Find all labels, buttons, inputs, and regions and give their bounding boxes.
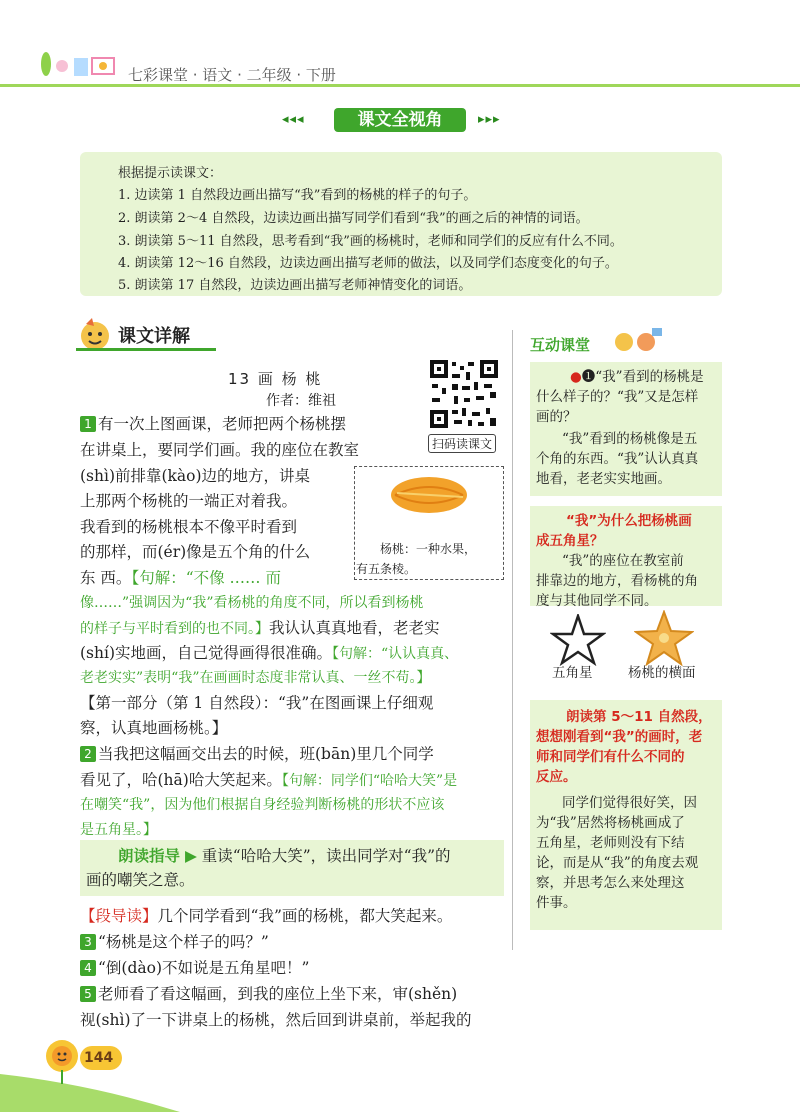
qr-caption: 扫码读课文 [428, 434, 496, 453]
text-line: 4 “倒(dào)不如说是五角星吧！” [80, 958, 309, 978]
sidebar-answer: 度与其他同学不同。 [536, 593, 658, 609]
guide-line: 朗读指导 ▶ 重读“哈哈大笑”，读出同学对“我”的 [118, 847, 451, 865]
sentence-note: 【句解：“认认真真、 [332, 646, 459, 662]
text-line: 上那两个杨桃的一端正对着我。 [80, 492, 298, 510]
page-number: 144 [84, 1050, 114, 1066]
sidebar-question: 成五角星？ [536, 533, 604, 549]
text-line: 3 “杨桃是这个样子的吗？” [80, 932, 269, 952]
detail-heading-underline [76, 348, 216, 351]
tip-item: 1. 边读第 1 自然段边画出描写“我”看到的杨桃的样子的句子。 [118, 188, 477, 203]
paragraph-number: 3 [80, 934, 96, 950]
sentence-note: 【句解：同学们“哈哈大笑”是 [281, 773, 458, 789]
guide-line: 画的嘲笑之意。 [86, 871, 195, 889]
star-icon [550, 614, 606, 666]
part-summary: 察，认真地画杨桃。】 [80, 719, 228, 737]
paragraph-number: 4 [80, 960, 96, 976]
sidebar-answer: 同学们觉得很好笑，因 [562, 795, 697, 811]
sidebar-answer: 件事。 [536, 895, 577, 911]
paragraph-number: 1 [80, 416, 96, 432]
question-marker-icon: ● [570, 369, 582, 385]
sidebar-answer: 排靠边的地方，看杨桃的角 [536, 573, 698, 589]
sidebar-title: 互动课堂 [530, 336, 591, 354]
sidebar-answer: 五角星，老师则没有下结 [536, 835, 685, 851]
paragraph-number: 2 [80, 746, 96, 762]
star-label: 五角星 [552, 665, 593, 681]
paragraph-guide-label: 【段导读】 [80, 907, 158, 925]
reading-guide-box [80, 840, 504, 896]
section-banner [282, 108, 518, 132]
sidebar-question: 画的？ [536, 409, 577, 425]
lesson-author: 作者：维祖 [266, 393, 336, 409]
sidebar-answer: 个角的东西。“我”认认真真 [536, 451, 699, 467]
tip-item: 4. 朗读第 12～16 自然段，边读边画出描写老师的做法，以及同学们态度变化的句子。 [118, 256, 618, 271]
text-line: 的样子与平时看到的也不同。】我认认真真地看，老老实 [80, 619, 440, 637]
text-line: (shí)实地画，自己觉得画得很准确。【句解：“认认真真、 [80, 644, 459, 662]
reading-tips-panel [80, 152, 722, 296]
tip-item: 5. 朗读第 17 自然段，边读边画出描写老师神情变化的词语。 [118, 278, 472, 293]
starfruit-cross-section-icon [634, 610, 694, 666]
paragraph-guide: 【段导读】几个同学看到“我”画的杨桃，都大笑起来。 [80, 907, 453, 925]
sidebar-question: 师和同学们有什么不同的 [536, 749, 685, 765]
fruit-label: 杨桃的横面 [628, 665, 696, 681]
text-line: (shì)前排靠(kào)边的地方，讲桌 [80, 467, 311, 485]
sidebar-mascot-icon [612, 326, 662, 356]
starfruit-image [389, 475, 469, 515]
sidebar-answer: 察，并思考怎么来处理这 [536, 875, 685, 891]
lesson-title: 13 画 杨 桃 [228, 370, 323, 388]
banner-left-arrows: ◂◂◂ [282, 112, 305, 127]
sidebar-question: “我”为什么把杨桃画 [566, 513, 692, 529]
tip-item: 3. 朗读第 5～11 自然段，思考看到“我”画的杨桃时，老师和同学们的反应有什么不同。 [118, 234, 623, 249]
sentence-note: 老老实实”表明“我”在画画时态度非常认真、一丝不苟。】 [80, 670, 431, 686]
footer-decoration [0, 1064, 180, 1112]
sidebar-answer: 为“我”居然将杨桃画成了 [536, 815, 685, 831]
sunflower-icon [40, 1036, 84, 1084]
text-line: 东 西。【句解：“不像 …… 而 [80, 569, 281, 587]
sidebar-answer: “我”的座位在教室前 [562, 553, 684, 569]
image-caption: 杨桃：一种水果， [380, 542, 477, 556]
sidebar-question: 什么样子的？“我”又是怎样 [536, 389, 699, 405]
sidebar-question: 反应。 [536, 769, 577, 785]
tips-intro: 根据提示读课文： [118, 166, 223, 181]
sidebar-question: 想想刚看到“我”的画时，老 [536, 729, 703, 745]
paragraph-number: 5 [80, 986, 96, 1002]
sentence-note: 像……”强调因为“我”看杨桃的角度不同，所以看到杨桃 [80, 595, 424, 611]
text-line: 在讲桌上，要同学们画。我的座位在教室 [80, 441, 360, 459]
text-line: 1 有一次上图画课，老师把两个杨桃摆 [80, 414, 346, 434]
sidebar-question: ●❶“我”看到的杨桃是 [570, 369, 704, 385]
text-line: 的那样，而(ér)像是五个角的什么 [80, 543, 311, 561]
sentence-note: 是五角星。】 [80, 822, 157, 838]
tip-item: 2. 朗读第 2～4 自然段，边读边画出描写同学们看到“我”的画之后的神情的词语。 [118, 211, 589, 226]
sidebar-answer: 论，而是从“我”的角度去观 [536, 855, 699, 871]
guide-label: 朗读指导 [118, 847, 181, 865]
detail-heading: 课文详解 [118, 326, 190, 347]
qr-code-icon[interactable] [428, 358, 500, 430]
text-line: 2 当我把这幅画交出去的时候，班(bān)里几个同学 [80, 744, 434, 764]
banner-right-arrows: ▸▸▸ [478, 112, 501, 127]
sidebar-answer: “我”看到的杨桃像是五 [562, 431, 698, 447]
part-summary: 【第一部分（第 1 自然段）：“我”在图画课上仔细观 [80, 694, 434, 712]
sentence-note: 的样子与平时看到的也不同。】 [80, 621, 269, 637]
header-divider [0, 84, 800, 87]
sentence-note: 在嘲笑“我”，因为他们根据自身经验判断杨桃的形状不应该 [80, 797, 445, 813]
sentence-note: 【句解：“不像 …… 而 [131, 569, 281, 587]
book-header-title: 七彩课堂 · 语文 · 二年级 · 下册 [128, 66, 336, 84]
sidebar-divider [512, 330, 513, 950]
play-icon: ▶ [180, 847, 202, 865]
section-banner-title: 课文全视角 [334, 108, 466, 132]
text-line: 5 老师看了看这幅画，到我的座位上坐下来，审(shěn) [80, 984, 457, 1004]
sidebar-question: 朗读第 5～11 自然段， [566, 709, 712, 725]
image-caption: 有五条棱。 [356, 562, 417, 576]
text-line: 我看到的杨桃根本不像平时看到 [80, 518, 298, 536]
text-line: 看见了，哈(hā)哈大笑起来。【句解：同学们“哈哈大笑”是 [80, 771, 458, 789]
text-line: 视(shì)了一下讲桌上的杨桃，然后回到讲桌前，举起我的 [80, 1011, 472, 1029]
sidebar-answer: 地看，老老实实地画。 [536, 471, 671, 487]
header-decoration-icon [36, 46, 126, 82]
